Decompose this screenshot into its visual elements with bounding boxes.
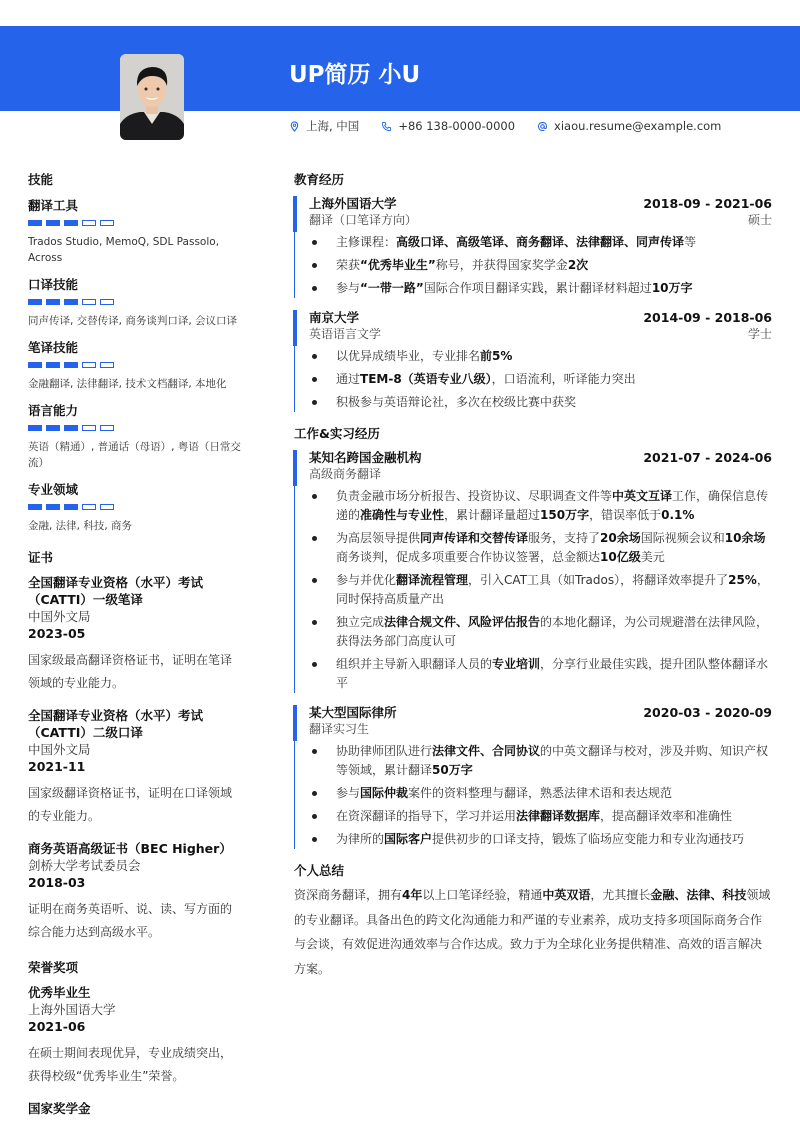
emphasis-text: 同声传译和交替传译 [420, 531, 529, 545]
work-section [294, 424, 772, 849]
text-run: 的本地化翻译，为公司规避潜在法律风险，获得法务部门高度认可 [336, 615, 769, 648]
text-run: 独立完成 [336, 615, 385, 629]
emphasis-text: 150万字 [540, 508, 590, 522]
text-run: ，累计翻译量超过 [444, 508, 541, 522]
certificate-date: 2021-11 [28, 759, 86, 774]
location-pin-icon [289, 121, 300, 132]
bullet-item [309, 529, 772, 567]
honor-desc: 在硕士期间表现优异，专业成绩突出，获得校级“优秀毕业生”荣誉。 [28, 1046, 233, 1083]
text-run: 美元 [640, 550, 665, 564]
left-column [28, 170, 243, 1129]
level-filled-block [46, 362, 60, 368]
email-text: xiaou.resume@example.com [554, 119, 722, 133]
summary-section [294, 861, 772, 981]
bullet-item [309, 233, 772, 252]
emphasis-text: 10万字 [651, 281, 693, 295]
text-run: 称号，并获得国家奖学金 [435, 258, 568, 272]
skill-level-meter [28, 220, 243, 226]
emphasis-text: 20余场 [600, 531, 641, 545]
entry-header [309, 450, 772, 466]
work-entry [294, 450, 772, 693]
bullet-item [309, 655, 772, 693]
profile-photo [120, 54, 184, 140]
entry-subheader [309, 212, 772, 229]
emphasis-text: 50万字 [432, 763, 473, 777]
major: 翻译（口笔译方向） [309, 213, 418, 227]
major: 英语语言文学 [309, 327, 382, 341]
text-run: 参与 [336, 281, 361, 295]
level-filled-block [64, 425, 78, 431]
level-empty-block [100, 425, 114, 431]
contact-email[interactable] [537, 118, 721, 134]
certificates-title: 证书 [28, 550, 54, 565]
bullet-item [309, 370, 772, 389]
certificate-date: 2018-03 [28, 875, 86, 890]
bullet-item [309, 784, 772, 803]
location-text: 上海, 中国 [306, 119, 360, 133]
level-filled-block [28, 362, 42, 368]
honors-title: 荣誉奖项 [28, 960, 79, 975]
entry-subheader [309, 466, 772, 483]
text-run: 荣获 [336, 258, 361, 272]
level-filled-block [64, 504, 78, 510]
emphasis-text: 翻译流程管理 [396, 573, 469, 587]
school-name: 南京大学 [309, 310, 360, 325]
text-run: 案件的资料整理与翻译，熟悉法律术语和表达规范 [408, 786, 673, 800]
text-run: ，尤其擅长 [590, 888, 651, 902]
education-section [294, 170, 772, 412]
skill-description: 金融, 法律, 科技, 商务 [28, 520, 133, 532]
entry-header [309, 310, 772, 326]
date-range: 2020-03 - 2020-09 [643, 705, 772, 720]
level-filled-block [28, 299, 42, 305]
text-run: 的中英文翻译与校对，涉及并购、知识产权等领域，累计翻译 [336, 744, 769, 777]
bullet-item [309, 807, 772, 826]
skill-description: 同声传译, 交替传译, 商务谈判口译, 会议口译 [28, 315, 238, 327]
text-run: 主修课程： [336, 235, 397, 249]
emphasis-text: 25% [728, 573, 757, 587]
text-run: 以上口笔译经验，精通 [422, 888, 543, 902]
text-run: ，提高翻译效率和准确性 [600, 809, 733, 823]
certificate-date: 2023-05 [28, 626, 86, 641]
level-filled-block [46, 299, 60, 305]
bullet-item [309, 613, 772, 651]
text-run: 参与 [336, 786, 361, 800]
text-run: 商务谈判，促成多项重要合作协议签署，总金额达 [336, 550, 601, 564]
certificate-desc: 国家级翻译资格证书，证明在口译领域的专业能力。 [28, 786, 233, 823]
emphasis-text: “一带一路” [360, 281, 424, 295]
text-run: 通过 [336, 372, 361, 386]
level-empty-block [100, 220, 114, 226]
level-filled-block [46, 504, 60, 510]
text-run: 工作，确保信息传递的 [336, 489, 769, 522]
date-range: 2021-07 - 2024-06 [643, 450, 772, 465]
honors-section [28, 958, 243, 1117]
text-run: ，同时保持高质量产出 [336, 573, 769, 606]
skill-name: 专业领域 [28, 482, 79, 497]
text-run: ，引入CAT工具（如Trados），将翻译效率提升了 [468, 573, 729, 587]
company-name: 某知名跨国金融机构 [309, 450, 422, 465]
certificates-section [28, 548, 243, 944]
entry-subheader [309, 326, 772, 343]
emphasis-text: 高级口译、高级笔译、商务翻译、法律翻译、同声传译 [396, 235, 685, 249]
avatar-portrait-icon [120, 54, 184, 140]
skill-item [28, 275, 243, 329]
bullet-list [309, 742, 772, 849]
date-range: 2014-09 - 2018-06 [643, 310, 772, 325]
text-run: 在资深翻译的指导下，学习并运用 [336, 809, 517, 823]
certificate-item [28, 707, 243, 828]
level-empty-block [82, 362, 96, 368]
level-empty-block [100, 362, 114, 368]
skill-name: 语言能力 [28, 403, 79, 418]
skill-level-meter [28, 362, 243, 368]
skill-item [28, 480, 243, 534]
bullet-item [309, 830, 772, 849]
certificate-title: 全国翻译专业资格（水平）考试（CATTI）二级口译 [28, 708, 204, 740]
work-entry [294, 705, 772, 849]
emphasis-text: 4年 [402, 888, 423, 902]
emphasis-text: 法律合规文件、风险评估报告 [384, 615, 541, 629]
phone-icon [381, 121, 392, 132]
text-run: 服务，支持了 [528, 531, 601, 545]
text-run: 等 [684, 235, 697, 249]
education-entry [294, 310, 772, 412]
text-run: 负责金融市场分析报告、投资协议、尽职调查文件等 [336, 489, 613, 503]
bullet-list [309, 233, 772, 298]
honor-org: 上海外国语大学 [28, 1002, 116, 1017]
level-empty-block [82, 504, 96, 510]
text-run: 以优异成绩毕业，专业排名 [336, 349, 481, 363]
level-empty-block [100, 299, 114, 305]
text-run: ，口语流利，听译能力突出 [491, 372, 636, 386]
entry-subheader [309, 721, 772, 738]
bullet-item [309, 279, 772, 298]
skill-name: 口译技能 [28, 277, 79, 292]
degree: 硕士 [747, 213, 772, 227]
skill-item [28, 196, 243, 266]
level-empty-block [100, 504, 114, 510]
skill-description: 金融翻译, 法律翻译, 技术文档翻译, 本地化 [28, 378, 227, 390]
emphasis-text: 前5% [480, 349, 513, 363]
school-name: 上海外国语大学 [309, 196, 397, 211]
skill-name: 翻译工具 [28, 198, 79, 213]
level-empty-block [82, 220, 96, 226]
job-role: 翻译实习生 [309, 722, 370, 736]
job-role: 高级商务翻译 [309, 467, 382, 481]
honor-title: 优秀毕业生 [28, 985, 91, 1000]
education-title: 教育经历 [294, 172, 345, 187]
text-run: 组织并主导新入职翻译人员的 [336, 657, 493, 671]
level-empty-block [82, 299, 96, 305]
at-email-icon [537, 121, 548, 132]
level-empty-block [82, 425, 96, 431]
text-run: ，分享行业最佳实践，提升团队整体翻译水平 [336, 657, 769, 690]
certificate-org: 剑桥大学考试委员会 [28, 858, 141, 873]
summary-title: 个人总结 [294, 863, 345, 878]
level-filled-block [46, 220, 60, 226]
entry-header [309, 705, 772, 721]
bullet-item [309, 256, 772, 275]
level-filled-block [64, 220, 78, 226]
emphasis-text: 10余场 [724, 531, 766, 545]
skill-name: 笔译技能 [28, 340, 79, 355]
company-name: 某大型国际律所 [309, 705, 397, 720]
text-run: 为高层领导提供 [336, 531, 421, 545]
bullet-item [309, 742, 772, 780]
certificate-item [28, 840, 243, 944]
certificate-desc: 证明在商务英语听、说、读、写方面的综合能力达到高级水平。 [28, 902, 233, 939]
emphasis-text: 准确性与专业性 [360, 508, 445, 522]
certificate-org: 中国外文局 [28, 742, 91, 757]
bullet-item [309, 393, 772, 412]
candidate-name: UP简历 小U [289, 62, 421, 88]
skills-title: 技能 [28, 172, 54, 187]
skill-level-meter [28, 504, 243, 510]
phone-text: +86 138-0000-0000 [398, 119, 516, 133]
level-filled-block [28, 220, 42, 226]
right-column [294, 170, 772, 981]
skill-description: 英语（精通）, 普通话（母语）, 粤语（日常交流） [28, 441, 241, 469]
text-run: 资深商务翻译，拥有 [294, 888, 403, 902]
honor-item [28, 1100, 243, 1117]
level-filled-block [28, 504, 42, 510]
work-title: 工作&实习经历 [294, 426, 380, 441]
degree: 学士 [747, 327, 772, 341]
text-run: 协助律师团队进行 [336, 744, 433, 758]
text-run: 为律所的 [336, 832, 385, 846]
skill-description: Trados Studio, MemoQ, SDL Passolo, Across [28, 236, 220, 264]
emphasis-text: 国际客户 [384, 832, 433, 846]
bullet-list [309, 347, 772, 412]
contact-location [289, 118, 359, 134]
emphasis-text: 国际仲裁 [360, 786, 409, 800]
emphasis-text: 0.1% [661, 508, 695, 522]
skill-item [28, 338, 243, 392]
emphasis-text: 中英文互译 [612, 489, 673, 503]
level-filled-block [28, 425, 42, 431]
text-run: 提供初步的口译支持，锻炼了临场应变能力和专业沟通技巧 [432, 832, 745, 846]
emphasis-text: 金融、法律、科技 [650, 888, 747, 902]
text-run: ，错误率低于 [589, 508, 662, 522]
text-run: 领域的专业翻译。具备出色的跨文化沟通能力和严谨的专业素养，成功支持多项国际商务合作与会谈，有效促进沟通效率与合作达成。致力于为全球化业务提供精准、高效的语言解决方案。 [294, 888, 771, 976]
contact-info [289, 118, 721, 134]
emphasis-text: 中英双语 [542, 888, 591, 902]
level-filled-block [46, 425, 60, 431]
skill-level-meter [28, 299, 243, 305]
text-run: 国际视频会议和 [640, 531, 725, 545]
honor-date: 2021-06 [28, 1019, 86, 1034]
bullet-item [309, 347, 772, 366]
emphasis-text: “优秀毕业生” [360, 258, 436, 272]
skill-level-meter [28, 425, 243, 431]
date-range: 2018-09 - 2021-06 [643, 196, 772, 211]
text-run: 国际合作项目翻译实践，累计翻译材料超过 [423, 281, 652, 295]
emphasis-text: 2次 [567, 258, 589, 272]
certificate-org: 中国外文局 [28, 609, 91, 624]
emphasis-text: 法律文件、合同协议 [432, 744, 541, 758]
skills-section [28, 170, 243, 534]
certificate-title: 商务英语高级证书（BEC Higher） [28, 841, 232, 856]
emphasis-text: 10亿级 [600, 550, 641, 564]
level-filled-block [64, 362, 78, 368]
certificate-desc: 国家级最高翻译资格证书，证明在笔译领域的专业能力。 [28, 653, 233, 690]
emphasis-text: 法律翻译数据库 [516, 809, 601, 823]
emphasis-text: 专业培训 [492, 657, 541, 671]
contact-phone[interactable] [381, 118, 515, 134]
text-run: 积极参与英语辩论社，多次在校级比赛中获奖 [336, 395, 577, 409]
certificate-item [28, 574, 243, 695]
bullet-item [309, 571, 772, 609]
education-entry [294, 196, 772, 298]
bullet-list [309, 487, 772, 693]
certificate-title: 全国翻译专业资格（水平）考试（CATTI）一级笔译 [28, 575, 204, 607]
honor-title: 国家奖学金 [28, 1101, 91, 1116]
emphasis-text: TEM-8（英语专业八级） [360, 372, 492, 386]
level-filled-block [64, 299, 78, 305]
honor-item [28, 984, 243, 1088]
summary-text [294, 883, 772, 981]
text-run: 参与并优化 [336, 573, 397, 587]
bullet-item [309, 487, 772, 525]
entry-header [309, 196, 772, 212]
skill-item [28, 401, 243, 471]
